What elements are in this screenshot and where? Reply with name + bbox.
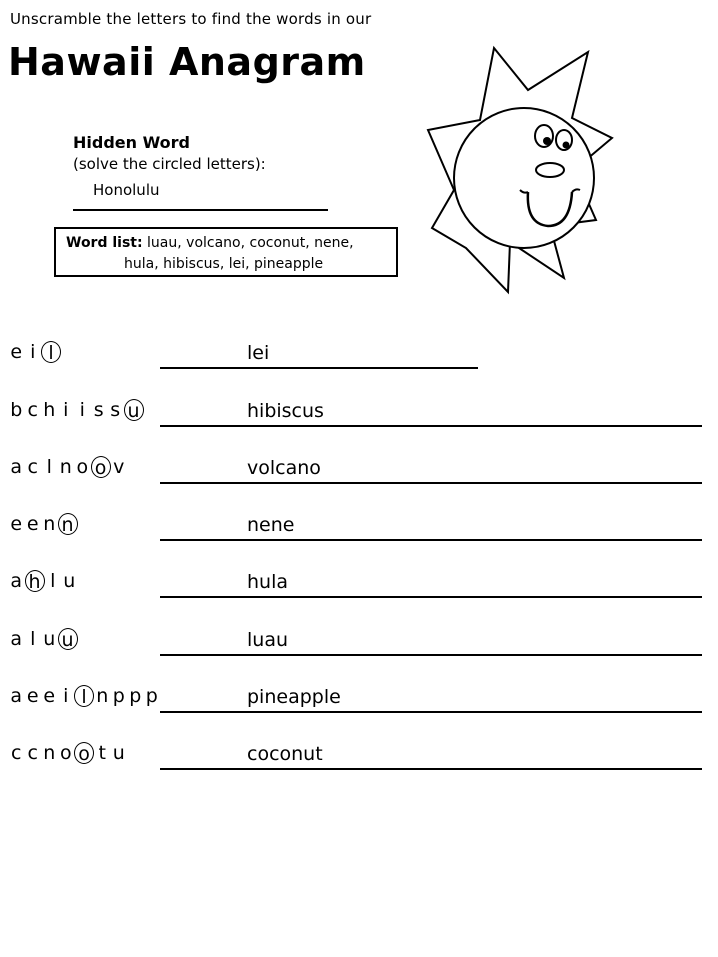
letter: e xyxy=(26,685,39,707)
sun-face xyxy=(454,108,594,248)
answer-line xyxy=(160,425,702,427)
circled-letter: u xyxy=(58,628,78,650)
answer-text[interactable]: volcano xyxy=(247,457,321,479)
anagram-row xyxy=(0,340,718,380)
letter: i xyxy=(63,685,69,707)
circled-letter: l xyxy=(74,685,94,707)
letter: u xyxy=(63,570,76,592)
answer-line xyxy=(160,482,702,484)
letter: e xyxy=(10,341,23,363)
letter: a xyxy=(10,570,23,592)
letter: i xyxy=(63,399,69,421)
answer-text[interactable]: luau xyxy=(247,629,289,651)
answer-line xyxy=(160,654,702,656)
letter: i xyxy=(79,399,85,421)
letter: n xyxy=(43,513,56,535)
word-list-label: Word list: xyxy=(66,235,143,251)
scrambled-letters xyxy=(8,741,127,765)
answer-text[interactable]: coconut xyxy=(247,743,323,765)
scrambled-letters xyxy=(8,684,160,708)
letter: e xyxy=(43,685,56,707)
answer-line xyxy=(160,768,702,770)
letter: l xyxy=(46,456,52,478)
letter: a xyxy=(10,456,23,478)
scrambled-letters xyxy=(8,340,61,364)
circled-letter: u xyxy=(124,399,144,421)
anagram-row xyxy=(0,398,718,438)
letter: e xyxy=(10,513,23,535)
letter: s xyxy=(110,399,121,421)
scrambled-letters xyxy=(8,455,127,479)
scrambled-letters xyxy=(8,512,78,536)
anagram-row xyxy=(0,741,718,781)
word-list-line-2: hula, hibiscus, lei, pineapple xyxy=(124,256,324,272)
circled-letter: n xyxy=(58,513,78,535)
hidden-word-label: Hidden Word xyxy=(73,133,191,152)
answer-text[interactable]: hula xyxy=(247,571,289,593)
letter: n xyxy=(96,685,109,707)
circled-letter: l xyxy=(41,341,61,363)
letter: u xyxy=(112,742,125,764)
letter: p xyxy=(145,685,158,707)
hidden-word-underline xyxy=(73,209,328,211)
letter: e xyxy=(26,513,39,535)
answer-text[interactable]: lei xyxy=(247,342,270,364)
letter: a xyxy=(10,685,23,707)
letter: u xyxy=(43,628,56,650)
anagram-row xyxy=(0,512,718,552)
letter: h xyxy=(43,399,56,421)
scrambled-letters xyxy=(8,569,78,593)
answer-line xyxy=(160,711,702,713)
page-title: Hawaii Anagram xyxy=(8,40,366,84)
circled-letter: o xyxy=(74,742,94,764)
letter: b xyxy=(10,399,23,421)
left-eye-icon xyxy=(535,125,553,147)
letter: o xyxy=(59,742,72,764)
scrambled-letters xyxy=(8,398,144,422)
letter: n xyxy=(43,742,56,764)
answer-text[interactable]: hibiscus xyxy=(247,400,324,422)
answer-line xyxy=(160,539,702,541)
letter: c xyxy=(11,742,22,764)
nose-icon xyxy=(536,163,564,177)
anagram-row xyxy=(0,569,718,609)
circled-letter: h xyxy=(25,570,45,592)
letter: i xyxy=(30,341,36,363)
circled-letter: o xyxy=(91,456,111,478)
page-subtitle: Unscramble the letters to find the words in our xyxy=(10,10,372,28)
letter: s xyxy=(93,399,104,421)
letter: l xyxy=(50,570,56,592)
letter: v xyxy=(113,456,125,478)
anagram-row xyxy=(0,627,718,667)
letter: c xyxy=(27,742,38,764)
letter: p xyxy=(112,685,125,707)
anagram-row xyxy=(0,455,718,495)
scrambled-letters xyxy=(8,627,78,651)
word-list-box xyxy=(54,227,398,277)
hidden-word-instruction: (solve the circled letters): xyxy=(73,155,266,173)
letter: c xyxy=(27,456,38,478)
answer-text[interactable]: nene xyxy=(247,514,295,536)
word-list-line-1: luau, volcano, coconut, nene, xyxy=(147,235,354,251)
answer-line xyxy=(160,367,478,369)
letter: p xyxy=(129,685,142,707)
letter: o xyxy=(76,456,89,478)
letter: l xyxy=(30,628,36,650)
letter: t xyxy=(98,742,106,764)
letter: n xyxy=(59,456,72,478)
answer-text[interactable]: pineapple xyxy=(247,686,341,708)
letter: a xyxy=(10,628,23,650)
letter: c xyxy=(27,399,38,421)
hidden-word-answer[interactable]: Honolulu xyxy=(93,181,160,199)
smiling-sun-illustration xyxy=(424,40,614,295)
answer-line xyxy=(160,596,702,598)
anagram-row xyxy=(0,684,718,724)
